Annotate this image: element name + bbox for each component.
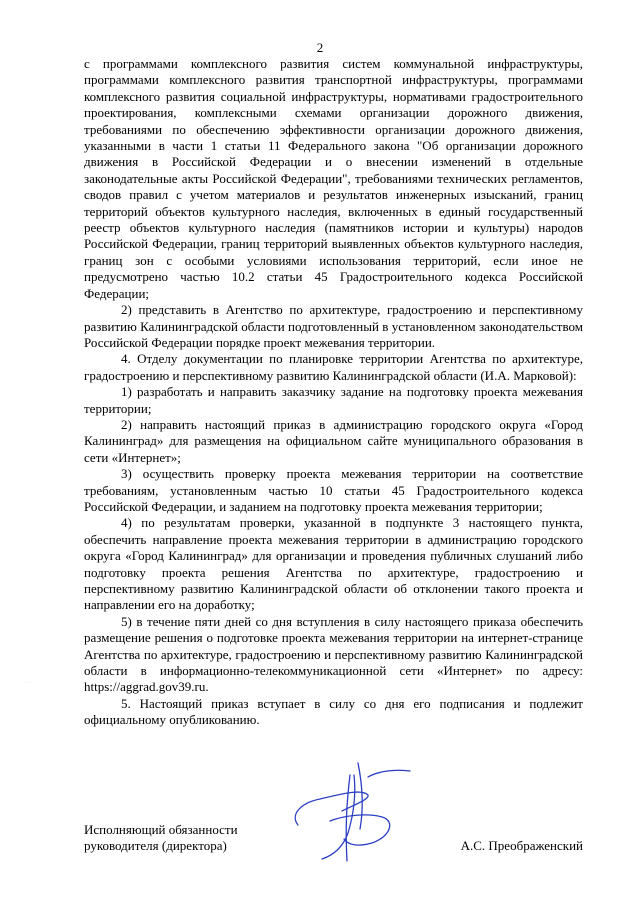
page-number: 2 — [316, 40, 324, 55]
paragraph-6: 4) по результатам проверки, указанной в подпункте 3 настоящего пункта, обеспечить направление проекта межевания территории в администрацию городского округа «Город Калининград» для организации и проведения публичных слушаний либо подготовку проекта решения Агентства по архитектуре, градостроению и перспективному развитию Калининградской области об отклонении такого проекта и направлении его на доработку; — [84, 515, 583, 613]
signer-name: А.С. Преображенский — [460, 838, 583, 854]
paragraph-5: 3) осуществить проверку проекта межевания территории на соответствие требованиям, установленным частью 10 статьи 45 Градостроительного кодекса Российской Федерации, и заданием на подготовку проекта межевания территории; — [84, 466, 583, 514]
paragraph-0: с программами комплексного развития систем коммунальной инфраструктуры, программами комплексного развития транспортной инфраструктуры, программами комплексного развития социальной инфраструктуры, нормативами градостроительного проектирования, комплексными схемами организации дорожного движения, требованиями по обеспечению эффективности организации дорожного движения, указанными в части 1 статьи 11 Федерального закона "Об организации дорожного движения в Российской Федерации и о внесении изменений в отдельные законодательные акты Российской Федерации", требованиями технических регламентов, сводов правил с учетом материалов и результатов инженерных изысканий, границ территорий объектов культурного наследия, включенных в единый государственный реестр объектов культурного наследия (памятников истории и культуры) народов Российской Федерации, границ территорий выявленных объектов культурного наследия, границ зон с особыми условиями использования территорий, если иное не предусмотрено частью 10.2 статьи 45 Градостроительного кодекса Российской Федерации; — [84, 56, 583, 301]
signature-block — [84, 822, 583, 855]
paragraph-2: 4. Отделу документации по планировке территории Агентства по архитектуре, градостроению и перспективному развитию Калининградской области (И.А. Марковой): — [84, 351, 583, 383]
paragraph-3: 1) разработать и направить заказчику задание на подготовку проекта межевания территории; — [84, 384, 583, 416]
scan-speck: · · — [26, 680, 32, 686]
paragraph-8: 5. Настоящий приказ вступает в силу со дня его подписания и подлежит официальному опубликованию. — [84, 695, 583, 728]
paragraph-7: 5) в течение пяти дней со дня вступления в силу настоящего приказа обеспечить размещение решения о подготовке проекта межевания территории на интернет-странице Агентства по архитектуре, градостроению и перспективному развитию Калининградской области в информационно-телекоммуникационной сети «Интернет» по адресу: https://aggrad.gov39.ru. — [84, 613, 583, 695]
document-body — [84, 56, 583, 729]
signer-position-line2: руководителя (директора) — [84, 838, 227, 854]
paragraph-1: 2) представить в Агентство по архитектуре, градостроению и перспективному развитию Калининградской области подготовленный в установленном законодательством Российской Федерации порядке проект межевания территории. — [84, 302, 583, 350]
paragraph-4: 2) направить настоящий приказ в администрацию городского округа «Город Калининград» для размещения на официальном сайте муниципального образования в сети «Интернет»; — [84, 416, 583, 465]
signer-position-line1: Исполняющий обязанности — [84, 822, 238, 837]
